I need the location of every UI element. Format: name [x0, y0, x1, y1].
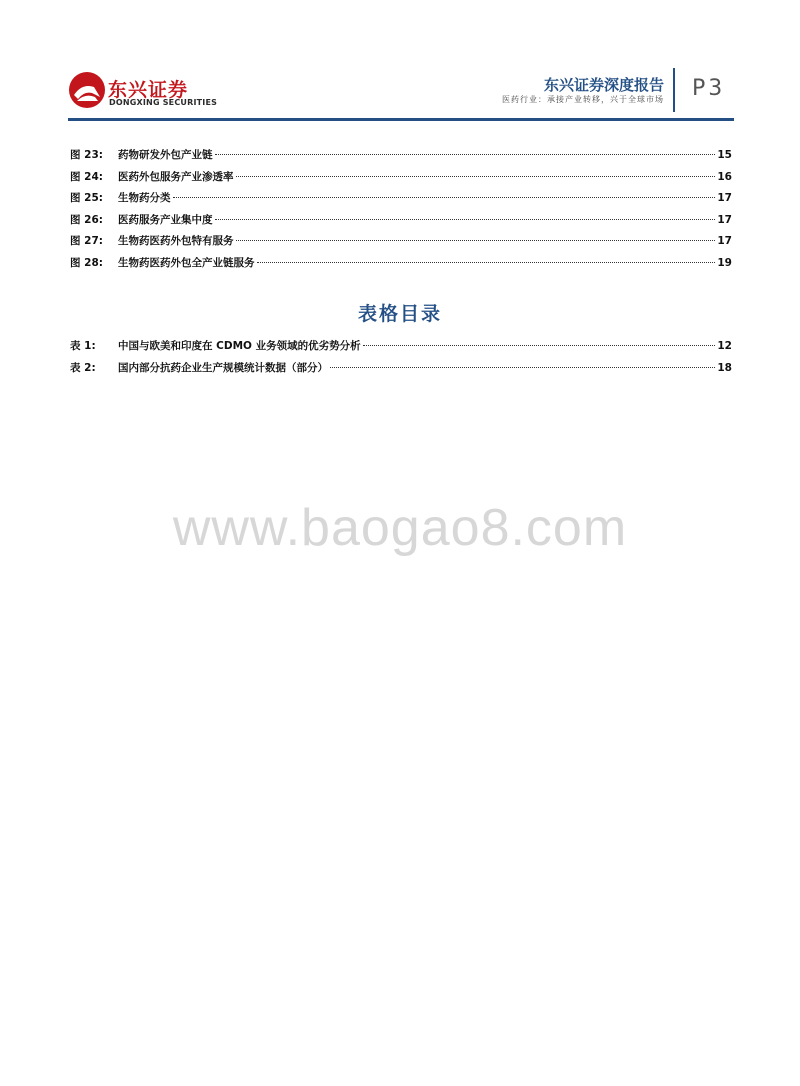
toc-entry-title: 生物药医药外包特有服务 — [118, 235, 234, 247]
toc-entry-title: 药物研发外包产业链 — [118, 149, 213, 161]
toc-leader-dots — [330, 367, 715, 368]
toc-entry-title: 生物药医药外包全产业链服务 — [118, 256, 255, 269]
page-number: P3 — [692, 76, 726, 101]
toc-entry-label: 图 27: — [70, 235, 103, 247]
toc-leader-dots — [173, 197, 716, 198]
toc-entry[interactable] — [70, 255, 732, 277]
toc-entry[interactable] — [70, 147, 732, 169]
company-logo — [68, 71, 218, 111]
table-list — [70, 338, 732, 381]
toc-entry-title: 国内部分抗药企业生产规模统计数据（部分） — [118, 361, 328, 374]
toc-entry-label: 图 23: — [70, 149, 103, 161]
toc-entry-page: 17 — [717, 235, 732, 247]
toc-entry[interactable] — [70, 360, 732, 382]
toc-entry-title: 医药外包服务产业渗透率 — [118, 170, 234, 183]
toc-entry-label: 图 24: — [70, 170, 103, 183]
toc-entry-label: 表 2: — [70, 361, 96, 374]
toc-entry-label: 图 26: — [70, 213, 103, 226]
toc-entry-page: 15 — [717, 149, 732, 161]
toc-entry-label: 图 28: — [70, 256, 103, 269]
toc-entry-title: 医药服务产业集中度 — [118, 213, 213, 226]
header-divider — [673, 68, 675, 112]
toc-leader-dots — [236, 176, 716, 177]
report-subtitle: 医药行业：承接产业转移，兴于全球市场 — [502, 95, 664, 104]
toc-entry-title: 生物药分类 — [118, 192, 171, 204]
toc-leader-dots — [257, 262, 716, 263]
header-rule — [68, 118, 734, 121]
page-header — [0, 0, 800, 125]
logo-emblem-icon — [68, 71, 106, 109]
toc-entry-label: 图 25: — [70, 192, 103, 204]
toc-leader-dots — [236, 240, 716, 241]
toc-entry-page: 18 — [717, 361, 732, 374]
toc-entry-label: 表 1: — [70, 340, 96, 352]
logo-chinese-name: 东兴证券 — [108, 79, 189, 101]
watermark: www.baogao8.com — [172, 499, 628, 557]
toc-entry[interactable] — [70, 169, 732, 191]
toc-entry-page: 12 — [717, 340, 732, 352]
toc-entry[interactable] — [70, 212, 732, 234]
toc-leader-dots — [363, 345, 716, 346]
toc-entry-title: 中国与欧美和印度在 CDMO 业务领域的优劣势分析 — [118, 340, 361, 352]
toc-entry[interactable] — [70, 190, 732, 212]
toc-entry[interactable] — [70, 338, 732, 360]
report-title: 东兴证券深度报告 — [543, 76, 664, 94]
toc-entry-page: 19 — [717, 256, 732, 269]
toc-entry-page: 16 — [717, 170, 732, 183]
logo-english-name: DONGXING SECURITIES — [109, 98, 218, 107]
toc-entry-page: 17 — [717, 192, 732, 204]
toc-entry-page: 17 — [717, 213, 732, 226]
tables-section-title: 表格目录 — [357, 303, 442, 325]
toc-entry[interactable] — [70, 233, 732, 255]
toc-leader-dots — [215, 154, 716, 155]
figure-list — [70, 147, 732, 276]
toc-leader-dots — [215, 219, 716, 220]
